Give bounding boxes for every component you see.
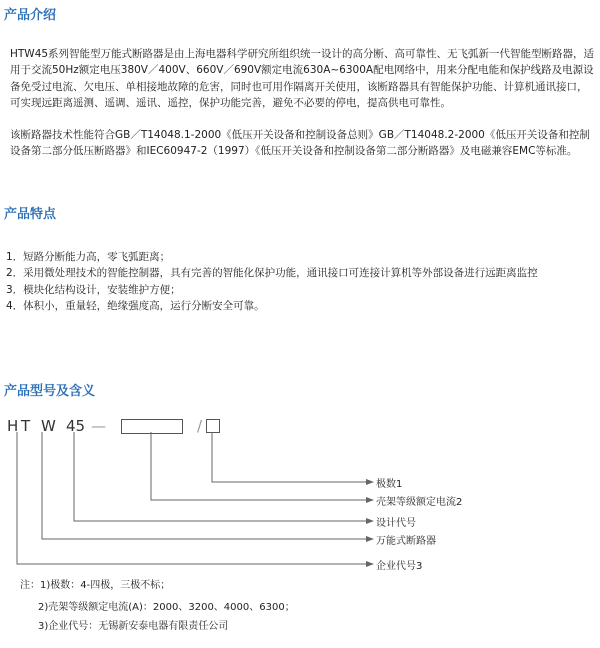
code-letter-t: T xyxy=(21,417,31,435)
feature-item: 1．短路分断能力高，零飞弧距离； xyxy=(6,251,171,263)
label-breaker-type: 万能式断路器 xyxy=(376,536,436,547)
leader-line-breaker xyxy=(42,432,368,539)
code-number-45: 45 xyxy=(66,417,86,435)
feature-item: 3．模块化结构设计，安装维护方便； xyxy=(6,283,181,296)
note-3: 3)企业代号：无锡新安泰电器有限责任公司 xyxy=(38,621,229,632)
arrow-design-code xyxy=(366,518,374,524)
note-2: 2)壳架等级额定电流(A)：2000、3200、4000、6300； xyxy=(38,602,295,613)
code-letter-w: W xyxy=(41,417,56,435)
arrow-enterprise xyxy=(366,561,374,567)
intro-paragraph-1: HTW45系列智能型万能式断路器是由上海电器科学研究所组织统一设计的高分断、高可靠性、无飞弧新一代智能型断路器，适用于交流50Hz额定电压380V／400V、660V／690V额定电流630A~6300A配电网络中，用来分配电能和保护线路及电源设备免受过电流、欠电压、单相接地故障的危害，同时也可用作隔离开关使用，该断路器具有智能保护功能、计算机通讯接口，可实现远距离遥测、遥调、遥讯、遥控，保护功能完善，避免不必要的停电，提高供电可靠性。 xyxy=(10,48,595,110)
leader-line-enterprise xyxy=(17,432,368,564)
model-title: 产品型号及含义 xyxy=(4,384,96,399)
features-title: 产品特点 xyxy=(4,207,57,222)
code-slash: / xyxy=(197,417,203,435)
label-poles: 极数1 xyxy=(376,479,403,490)
features-list xyxy=(6,249,600,315)
code-letter-h: H xyxy=(7,417,19,435)
leader-line-rated-current xyxy=(151,432,368,500)
leader-line-design-code xyxy=(74,432,368,521)
model-meaning-diagram xyxy=(0,430,600,580)
feature-item: 4．体积小，重量轻，绝缘强度高，运行分断安全可靠。 xyxy=(6,300,265,313)
note-1: 注：1)极数：4-四极，三极不标； xyxy=(20,580,171,591)
intro-title: 产品介绍 xyxy=(4,8,57,23)
feature-item: 2．采用微处理技术的智能控制器，具有完善的智能化保护功能，通讯接口可连接计算机等外部设备进行远距离监控 xyxy=(6,267,538,280)
arrow-poles xyxy=(366,479,374,485)
leader-line-poles xyxy=(212,432,368,482)
label-enterprise-code: 企业代号3 xyxy=(376,561,423,572)
arrow-rated-current xyxy=(366,497,374,503)
label-design-code: 设计代号 xyxy=(376,518,416,529)
intro-paragraph-2: 该断路器技术性能符合GB／T14048.1-2000《低压开关设备和控制设备总则》GB／T14048.2-2000《低压开关设备和控制设备第二部分低压断路器》和IEC60947-2（1997）《低压开关设备和控制设备第二部分断路器》及电磁兼容EMC等标准。 xyxy=(10,129,590,158)
label-rated-current: 壳架等级额定电流2 xyxy=(376,497,463,508)
arrow-breaker xyxy=(366,536,374,542)
code-dash: — xyxy=(91,417,106,435)
